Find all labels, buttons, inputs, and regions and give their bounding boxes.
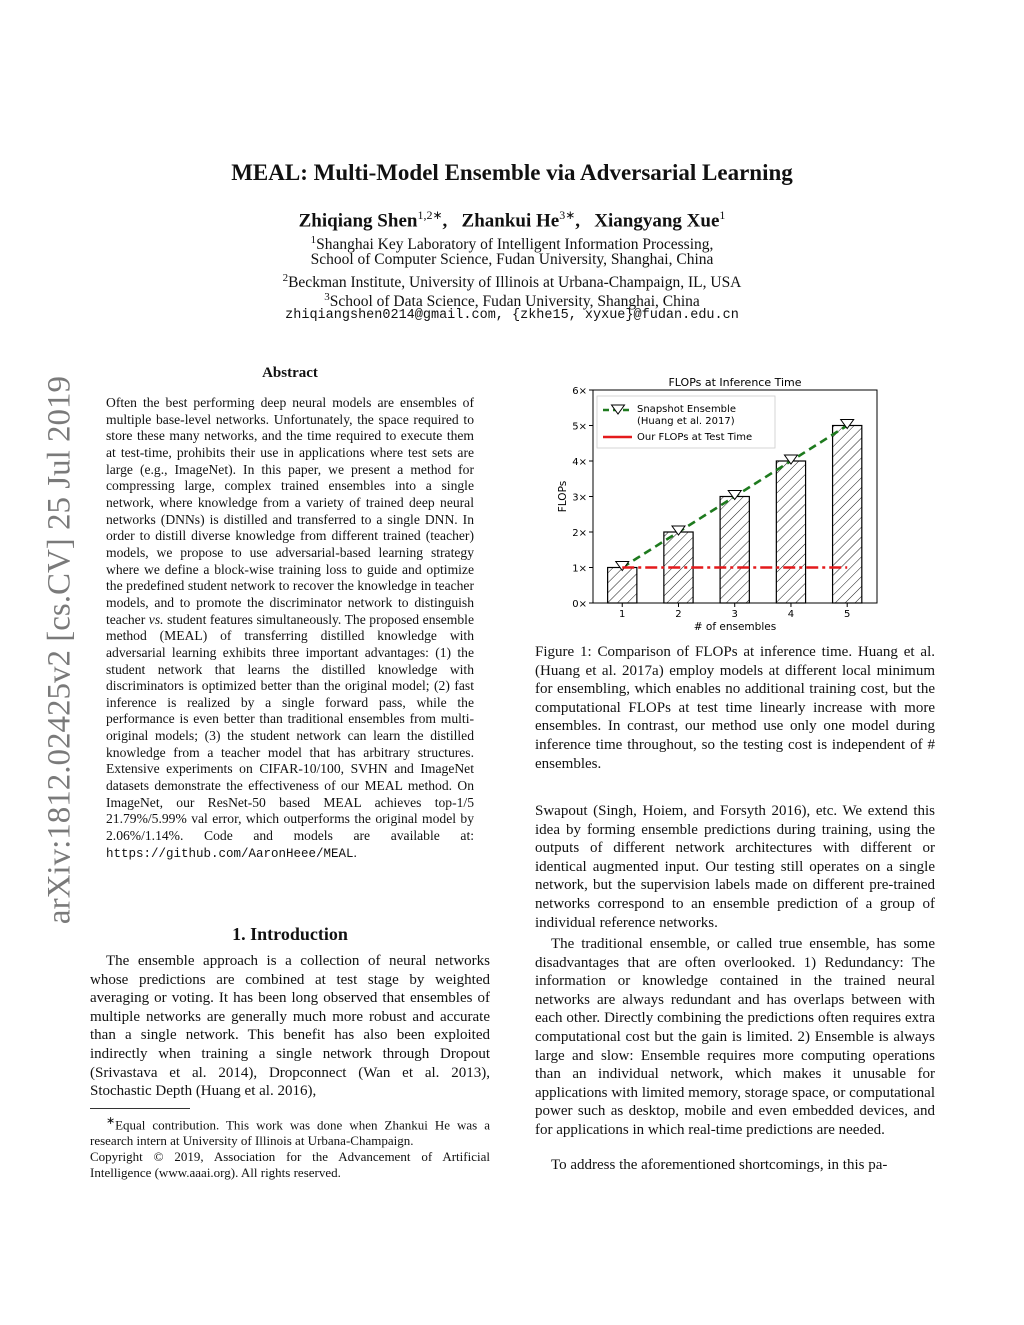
bar <box>608 568 637 604</box>
legend-snapshot-label: (Huang et al. 2017) <box>637 416 735 427</box>
y-tick-label: 6× <box>572 386 587 397</box>
x-tick-label: 4 <box>787 609 795 620</box>
abstract-text: Often the best performing deep neural models are ensembles of multiple base-level networks. Unfortunately, the space required to store these many networks, and the time required to execute them at test-time, prohibits their use in applications where test sets are large (e.g., ImageNet). In this paper, we present a method for compressing large, complex trained ensembles into a single network, where knowledge from a variety of trained deep neural networks (DNNs) is distilled and transferred to a single DNN. In order to distill diverse knowledge from different trained (teacher) models, we propose to use adversarial-based learning strategy where we define a block-wise training loss to guide and optimize the predefined student network to recover the knowledge in teacher models, and to promote the discriminator network to distinguish teacher <box>106 395 474 627</box>
chart-title: FLOPs at Inference Time <box>668 376 802 389</box>
y-tick-label: 0× <box>572 599 587 610</box>
bar <box>776 461 805 603</box>
author-affil-mark: 1,2∗ <box>417 208 443 222</box>
author-emails: zhiqiangshen0214@gmail.com, {zkhe15, xyxue}@fudan.edu.cn <box>285 308 739 323</box>
copyright-notice: Copyright © 2019, Association for the Advancement of Artificial Intelligence (www.aaai.org). All rights reserved. <box>90 1149 490 1181</box>
legend-ours-label: Our FLOPs at Test Time <box>637 432 753 443</box>
paragraph-text: The traditional ensemble, or called true ensemble, has some disadvantages that are often overlooked. 1) Redundancy: The information or knowledge contained in the trained neural networks are always redundant and has overlaps between with each other. Directly combining the predictions often requires extra computational cost but the gain is limited. 2) Ensemble is always large and slow: Ensemble requires more computing operations than an individual network, which makes it unusable for applications with limited memory, storage space, or computational power such as desktop, mobile and even embedded devices, and for applications in which real-time predictions are needed. <box>535 936 935 1138</box>
author-affil-mark: 3∗ <box>559 208 576 222</box>
bar-series <box>608 426 862 604</box>
intro-text: The ensemble approach is a collection of neural networks whose predictions are combined at test stage by weighted averaging or voting. It has been long observed that ensembles of multiple networks are generally much more robust and accurate than a single network. This benefit has also been exploited indirectly when training a single network through Dropout (Srivastava et al. 2014), Dropconnect (Wan et al. 2013), Stochastic Depth (Huang et al. 2016), <box>90 953 490 1100</box>
author-name: Zhiqiang Shen <box>298 210 418 232</box>
footnote <box>90 1113 490 1181</box>
affiliation-text: School of Computer Science, Fudan University, Shanghai, China <box>310 251 714 268</box>
flops-chart <box>548 375 893 635</box>
abstract-body <box>106 395 474 862</box>
abstract-heading: Abstract <box>262 365 318 381</box>
x-tick-label: 1 <box>619 609 626 620</box>
x-tick-label: 5 <box>844 609 851 620</box>
author-name: Zhankui He <box>461 210 560 232</box>
y-tick-label: 5× <box>572 421 587 433</box>
affiliation-mark: 3 <box>324 291 330 303</box>
x-tick-label: 3 <box>731 609 738 620</box>
affiliation-mark: 1 <box>310 234 317 246</box>
bar <box>833 426 862 604</box>
body-paragraph <box>535 1156 935 1175</box>
y-tick-label: 3× <box>572 492 587 504</box>
intro-paragraph <box>90 952 490 1101</box>
body-paragraph <box>535 935 935 1140</box>
section-heading-introduction: 1. Introduction <box>232 924 348 944</box>
x-tick-label: 2 <box>675 609 682 620</box>
author-name: Xiangyang Xue <box>594 210 720 232</box>
arxiv-side-identifier: arXiv:1812.02425v2 [cs.CV] 25 Jul 2019 <box>41 375 78 925</box>
figure-caption <box>535 643 935 773</box>
x-axis-label: # of ensembles <box>693 621 777 633</box>
body-paragraph <box>535 802 935 932</box>
abstract-end: . <box>353 844 357 860</box>
code-url-link[interactable]: https://github.com/AaronHeee/MEAL <box>106 846 354 861</box>
footnote-text: Equal contribution. This work was done when Zhankui He was a research intern at University of Illinois at Urbana-Champaign. <box>90 1117 490 1149</box>
footnote-mark: ∗ <box>106 1115 116 1127</box>
x-axis <box>619 603 850 620</box>
paragraph-text: Swapout (Singh, Hoiem, and Forsyth 2016), etc. We extend this idea by forming ensemble predictions during training, using the outputs of different network architectures with different or identical augmented input. Our testing still operates on a single network, but the supervision labels made on different pre-trained networks correspond to an ensemble prediction of a group of individual reference networks. <box>535 803 935 931</box>
affiliation-mark: 2 <box>282 272 289 284</box>
footnote-rule <box>90 1108 190 1109</box>
y-axis <box>572 386 593 610</box>
author-affil-mark: 1 <box>719 208 726 222</box>
author-list: Zhiqiang Shen$^{1,2∗}$, Zhankui $He^{3∗}$, Xiangyang Xue$^1$ <box>298 208 726 232</box>
paragraph-text: To address the aforementioned shortcomings, in this pa- <box>551 1157 888 1173</box>
y-tick-label: 4× <box>572 457 587 468</box>
abstract-text: student features simultaneously. The proposed ensemble method (MEAL) of transferring distilled knowledge with adversarial learning exhibits three important advantages: (1) the student network that learns the distilled knowledge with discriminators is optimized better than the original model; (2) fast inference is realized by a single forward pass, while the performance is even better than traditional ensembles from multi-original models; (3) the student network can learn the distilled knowledge from a teacher model that has arbitrary structures. Extensive experiments on CIFAR-10/100, SVHN and ImageNet datasets demonstrate the effectiveness of our MEAL method. On ImageNet, our ResNet-50 based MEAL achieves top-1/5 21.79%/5.99% val error, which outperforms the original model by 2.06%/1.14%. Code and models are available at: <box>106 611 474 844</box>
affiliation-text: Beckman Institute, University of Illinois at Urbana-Champaign, IL, USA <box>288 274 742 292</box>
y-tick-label: 1× <box>572 563 587 575</box>
bar <box>720 497 749 604</box>
caption-text: Figure 1: Comparison of FLOPs at inference time. Huang et al. (Huang et al. 2017a) employ models at different local minimum for ensembling, which enables no additional training cost, but the computational FLOPs at test time linearly increase with more ensembles. In contrast, our method use only one model during inference time throughout, so the testing cost is independent of # ensembles. <box>535 644 935 772</box>
chart-legend <box>597 396 775 448</box>
legend-snapshot-label: Snapshot Ensemble <box>637 404 736 415</box>
paper-title: MEAL: Multi-Model Ensemble via Adversarial Learning <box>231 160 793 185</box>
affiliation-text: Shanghai Key Laboratory of Intelligent Information Processing, <box>316 236 714 254</box>
y-tick-label: 2× <box>572 528 587 539</box>
y-axis-label: FLOPs <box>557 480 569 513</box>
affiliation-line <box>0 250 1024 269</box>
abstract-vs: vs. <box>148 611 164 627</box>
affiliation-text: School of Data Science, Fudan University, Shanghai, China <box>329 293 700 311</box>
